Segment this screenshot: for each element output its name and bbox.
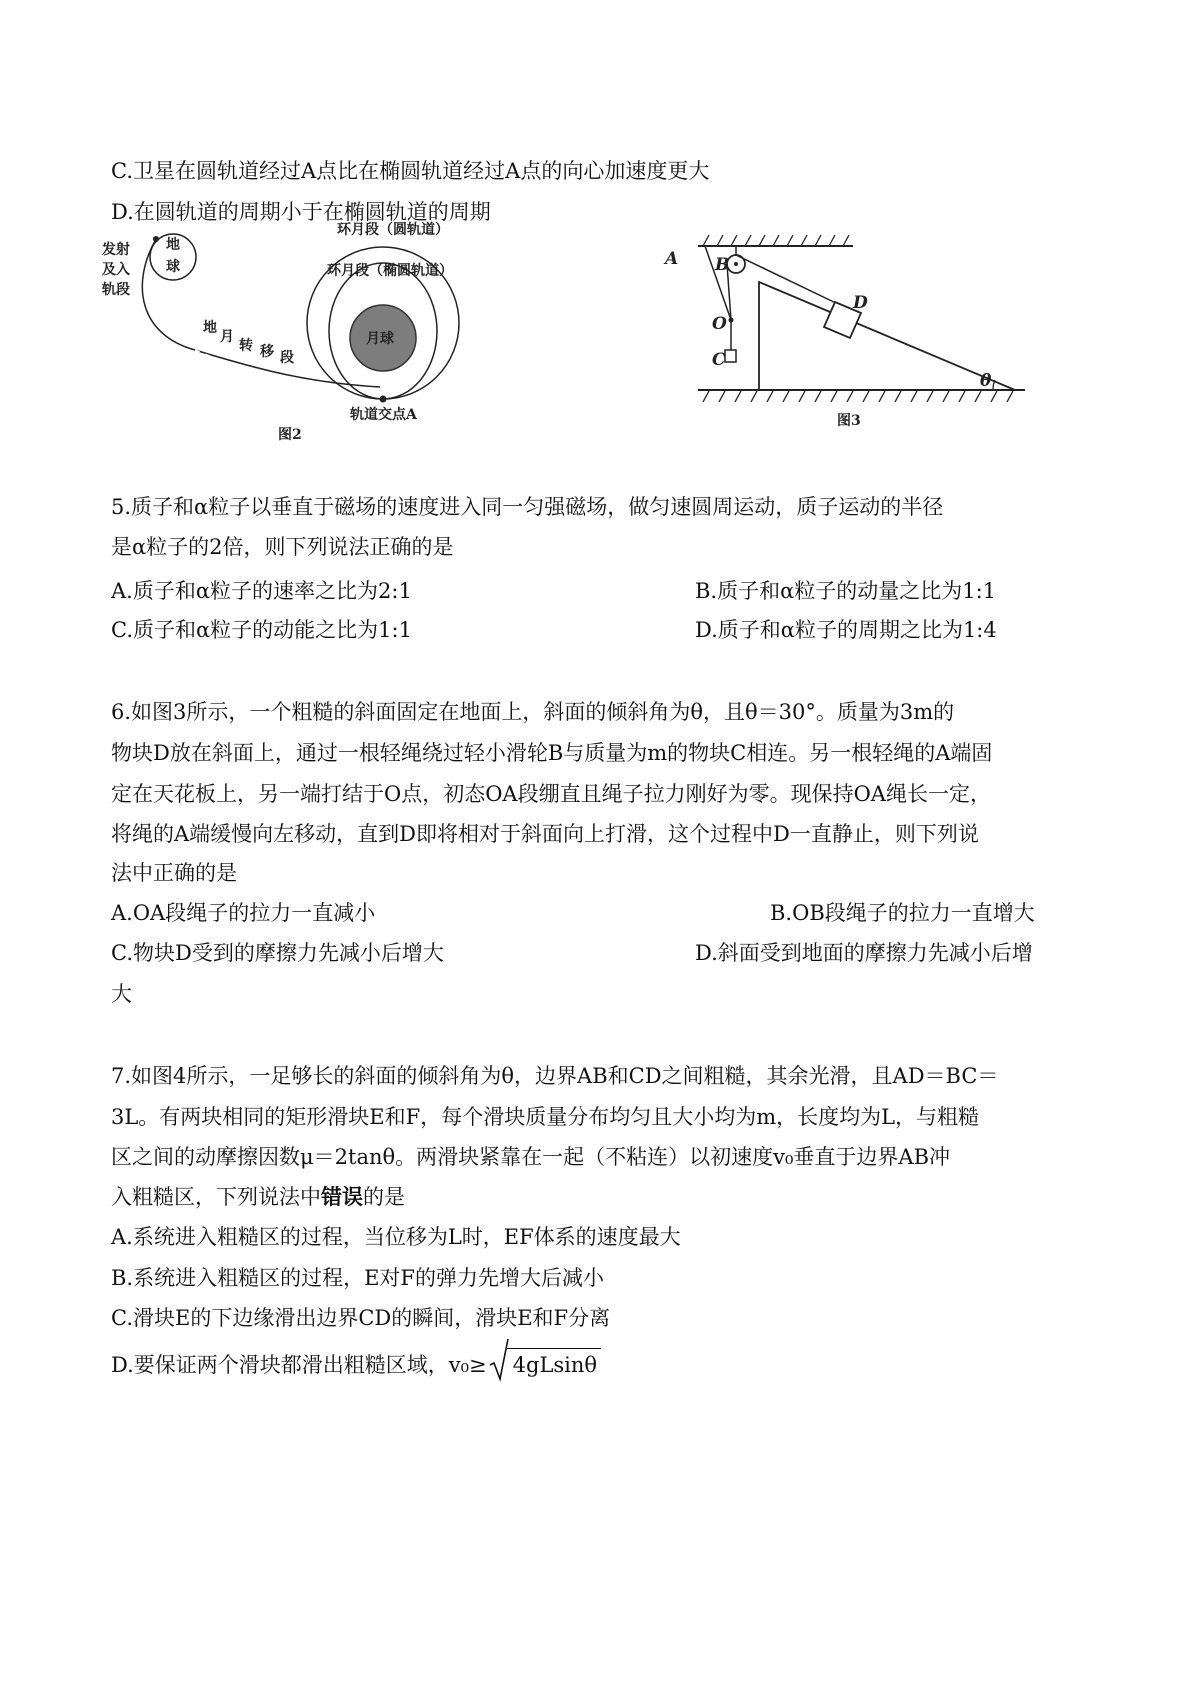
- launch-label-1: 发射: [102, 242, 130, 258]
- sqrt-radicand: 4gLsinθ: [507, 1348, 601, 1379]
- q6-option-d-continued: 大: [111, 982, 132, 1006]
- transfer-label-5: 段: [280, 350, 294, 366]
- q6-option-c: C.物块D受到的摩擦力先减小后增大: [111, 941, 444, 965]
- transfer-label-2: 月: [220, 329, 234, 345]
- q7-stem-3: 区之间的动摩擦因数μ＝2tanθ。两滑块紧靠在一起（不粘连）以初速度v₀垂直于边界AB冲: [111, 1145, 951, 1169]
- ellipse-orbit-label: 环月段（椭圆轨道）: [327, 263, 453, 279]
- q7-option-d-prefix: D.要保证两个滑块都滑出粗糙区域，v₀≥: [111, 1353, 487, 1377]
- figure-3-caption: 图3: [837, 413, 861, 429]
- earth-label-1: 地: [166, 237, 180, 253]
- q6-stem-1: 6.如图3所示，一个粗糙的斜面固定在地面上，斜面的倾斜角为θ，且θ＝30°。质量为3m的: [111, 700, 955, 724]
- label-b: B: [715, 255, 730, 275]
- q7-option-a: A.系统进入粗糙区的过程，当位移为L时，EF体系的速度最大: [111, 1225, 681, 1249]
- q6-stem-3: 定在天花板上，另一端打结于O点，初态OA段绷直且绳子拉力刚好为零。现保持OA绳长一定，: [111, 782, 991, 806]
- label-d: D: [853, 293, 868, 313]
- q7-option-b: B.系统进入粗糙区的过程，E对F的弹力先增大后减小: [111, 1266, 605, 1290]
- label-theta: θ: [980, 371, 992, 391]
- q7-stem-4: [111, 1183, 405, 1211]
- q7-option-c: C.滑块E的下边缘滑出边界CD的瞬间，滑块E和F分离: [111, 1306, 611, 1330]
- q6-option-b: B.OB段绳子的拉力一直增大: [770, 901, 1035, 925]
- transfer-label-1: 地: [203, 320, 217, 336]
- q5-stem-1: 5.质子和α粒子以垂直于磁场的速度进入同一匀强磁场，做匀速圆周运动，质子运动的半径: [111, 495, 944, 519]
- q5-option-b: B.质子和α粒子的动量之比为1:1: [695, 579, 997, 603]
- launch-label-2: 及入: [102, 262, 130, 278]
- figure-3-pulley-diagram: [665, 230, 1025, 445]
- q7-stem-4-prefix: 入粗糙区，下列说法中: [111, 1185, 321, 1209]
- intersection-label: 轨道交点A: [350, 407, 417, 423]
- q4-option-c: C.卫星在圆轨道经过A点比在椭圆轨道经过A点的向心加速度更大: [111, 159, 710, 183]
- q4-option-d: D.在圆轨道的周期小于在椭圆轨道的周期: [111, 200, 491, 224]
- q6-stem-2: 物块D放在斜面上，通过一根轻绳绕过轻小滑轮B与质量为m的物块C相连。另一根轻绳的A端固: [111, 741, 993, 765]
- q5-option-d: D.质子和α粒子的周期之比为1:4: [695, 618, 997, 642]
- sqrt-sign-icon: [489, 1337, 509, 1381]
- label-o: O: [712, 314, 727, 334]
- q6-option-d: D.斜面受到地面的摩擦力先减小后增: [695, 941, 1033, 965]
- moon-label: 月球: [366, 331, 394, 347]
- figure-2-caption: 图2: [278, 427, 302, 443]
- q5-option-c: C.质子和α粒子的动能之比为1:1: [111, 618, 412, 642]
- block-c: [725, 350, 736, 362]
- q6-stem-5: 法中正确的是: [111, 861, 237, 885]
- earth-label-2: 球: [166, 259, 180, 275]
- label-a: A: [665, 249, 679, 269]
- q6-option-a: A.OA段绳子的拉力一直减小: [111, 901, 376, 925]
- incline: [759, 282, 1015, 390]
- q7-option-d: [111, 1351, 601, 1379]
- sqrt-expression: [489, 1351, 601, 1379]
- figure-2-orbit-diagram: [100, 222, 520, 443]
- q7-stem-1: 7.如图4所示，一足够长的斜面的倾斜角为θ，边界AB和CD之间粗糙，其余光滑，且AD＝BC＝: [111, 1064, 999, 1088]
- q6-stem-4: 将绳的A端缓慢向左移动，直到D即将相对于斜面向上打滑，这个过程中D一直静止，则下列说: [111, 822, 979, 846]
- label-c: C: [712, 350, 726, 370]
- q7-stem-4-suffix: 的是: [363, 1185, 405, 1209]
- transfer-label-4: 移: [260, 344, 274, 360]
- circle-orbit-label: 环月段（圆轨道）: [337, 222, 449, 238]
- q5-option-a: A.质子和α粒子的速率之比为2:1: [111, 579, 412, 603]
- q5-stem-2: 是α粒子的2倍，则下列说法正确的是: [111, 535, 454, 559]
- launch-label-3: 轨段: [102, 282, 130, 298]
- q7-stem-4-emphasis: 错误: [321, 1185, 363, 1209]
- q7-stem-2: 3L。有两块相同的矩形滑块E和F，每个滑块质量分布均匀且大小均为m，长度均为L，与粗糙: [111, 1105, 980, 1129]
- transfer-label-3: 转: [239, 338, 253, 354]
